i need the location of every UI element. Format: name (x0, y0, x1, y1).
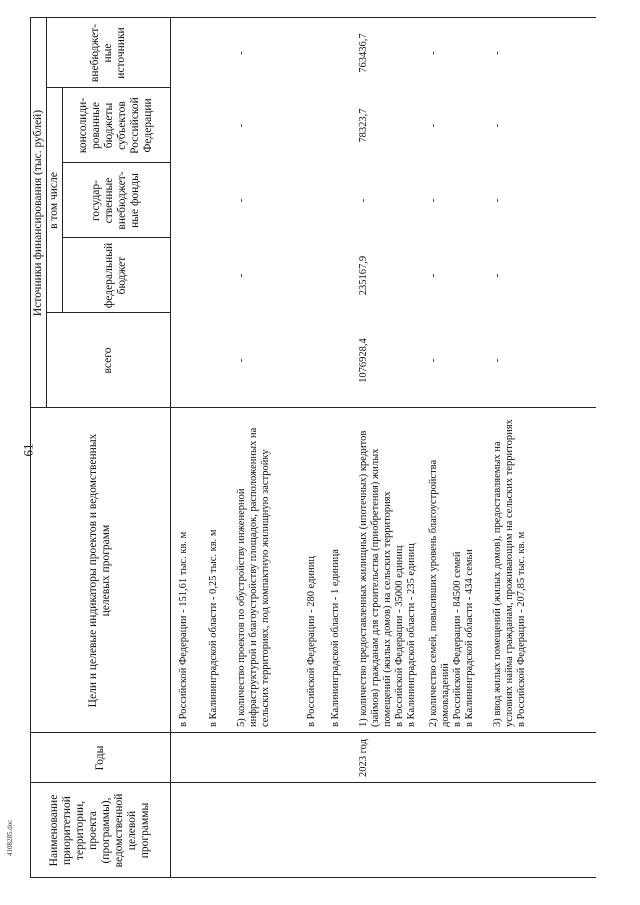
src-sub-sep-2 (62, 162, 170, 163)
frame-left (30, 877, 596, 878)
row-value-regional: - (428, 123, 439, 128)
row-year (492, 737, 582, 779)
incl-line (62, 88, 63, 313)
header-goals: Цели и целевые индикаторы проектов и ведомственных целевых программ (87, 433, 112, 708)
row-year: 2023 год (358, 739, 369, 777)
row-value-regional: - (492, 123, 503, 128)
row-value-regional (330, 90, 354, 161)
row-value-regional (178, 90, 202, 161)
row-value-regional: - (236, 123, 247, 128)
header-state-funds: государ-ственные внебюджет-ные фонды (90, 171, 141, 230)
row-value-federal: 235167,9 (358, 255, 369, 296)
row-value-federal (330, 240, 354, 311)
row-value-total: 1076928,4 (358, 338, 369, 383)
header-years: Годы (93, 745, 106, 771)
row-year (330, 737, 354, 779)
row-value-extra: - (236, 51, 247, 55)
row-value-total (330, 315, 354, 406)
row-goal: 3) ввод жилых помещений (жилых домов), предоставляемых на условиях найма гражданам, проживающим на сельских территориях в Российской Федерации - 207,85 тыс. кв. м (492, 419, 527, 727)
row-year (236, 737, 302, 779)
row-value-federal (306, 240, 328, 311)
row-value-state-funds: - (492, 198, 503, 203)
header-total: всего (101, 347, 114, 374)
row-value-total (208, 315, 232, 406)
row-value-total (306, 315, 328, 406)
row-value-regional (208, 90, 232, 161)
src-sub-sep-1 (62, 237, 170, 238)
row-year (208, 737, 232, 779)
row-year (178, 737, 202, 779)
row-value-federal (208, 240, 232, 311)
row-value-federal: - (236, 273, 247, 278)
row-year (306, 737, 328, 779)
row-value-regional: 78323,7 (358, 108, 369, 143)
row-value-state-funds (178, 165, 202, 236)
header-sources: Источники финансирования (тыс. рублей) (31, 109, 44, 317)
row-year (428, 737, 490, 779)
row-value-regional (306, 90, 328, 161)
src-sub-sep-0 (46, 312, 170, 313)
row-value-state-funds: - (428, 198, 439, 203)
row-goal: в Российской Федерации - 151,61 тыс. кв. м (178, 531, 189, 727)
rotated-table (30, 18, 596, 878)
row-goal: 5) количество проектов по обустройству инженерной инфраструктурой и благоустройству площадок, расположенных на сельских территориях, под компактную жилищную застройку (236, 427, 271, 727)
row-value-extra: 763436,7 (358, 33, 369, 73)
row-value-extra (178, 20, 202, 86)
row-goal: 2) количество семей, повысивших уровень благоустройства домовладений в Российской Федерации - 84500 семей в Калининградской области - 434 семьи (428, 459, 475, 727)
header-federal: федеральный бюджет (103, 242, 128, 309)
src-sub-sep-3 (46, 87, 170, 88)
row-value-total: - (236, 358, 247, 363)
header-regional: консолиди-рованные бюджеты субъектов Российской Федерации (77, 97, 154, 154)
row-value-extra (208, 20, 232, 86)
page-number: 61 (20, 443, 36, 457)
row-value-federal: - (492, 273, 503, 278)
row-value-extra: - (492, 51, 503, 55)
row-value-extra (306, 20, 328, 86)
row-goal: в Калининградской области - 0,25 тыс. кв. м (208, 529, 219, 727)
row-value-state-funds (306, 165, 328, 236)
col-sep-0 (30, 782, 596, 783)
row-value-total: - (428, 358, 439, 363)
header-bottom-line (170, 18, 171, 878)
row-value-state-funds (330, 165, 354, 236)
row-value-state-funds (208, 165, 232, 236)
row-goal: в Российской Федерации - 280 единиц (306, 555, 317, 727)
header-including: в том числе (47, 172, 60, 229)
header-extra: внебюджет-ные источники (88, 23, 127, 83)
row-value-state-funds: - (236, 198, 247, 203)
row-value-state-funds: - (358, 198, 369, 203)
header-name: Наименование приоритетной территории, проекта (программы), ведомственной целевой программы (48, 793, 151, 868)
col-sep-2 (30, 407, 596, 408)
row-value-extra (330, 20, 354, 86)
row-value-extra: - (428, 51, 439, 55)
frame-right (30, 17, 596, 18)
row-value-federal (178, 240, 202, 311)
footer-doc-code: 4108285.doc (6, 819, 14, 856)
row-goal: в Калининградской области - 1 единица (330, 549, 341, 727)
row-value-federal: - (428, 273, 439, 278)
row-goal: 1) количество предоставленных жилищных (ипотечных) кредитов (займов) гражданам для строительства (приобретения) жилых помещений (жилых домов) на сельских территориях в Российской Федерации - 35000 единиц в Калининградской области - 235 единиц (358, 430, 417, 727)
row-value-total (178, 315, 202, 406)
col-sep-1 (30, 732, 596, 733)
row-value-total: - (492, 358, 503, 363)
